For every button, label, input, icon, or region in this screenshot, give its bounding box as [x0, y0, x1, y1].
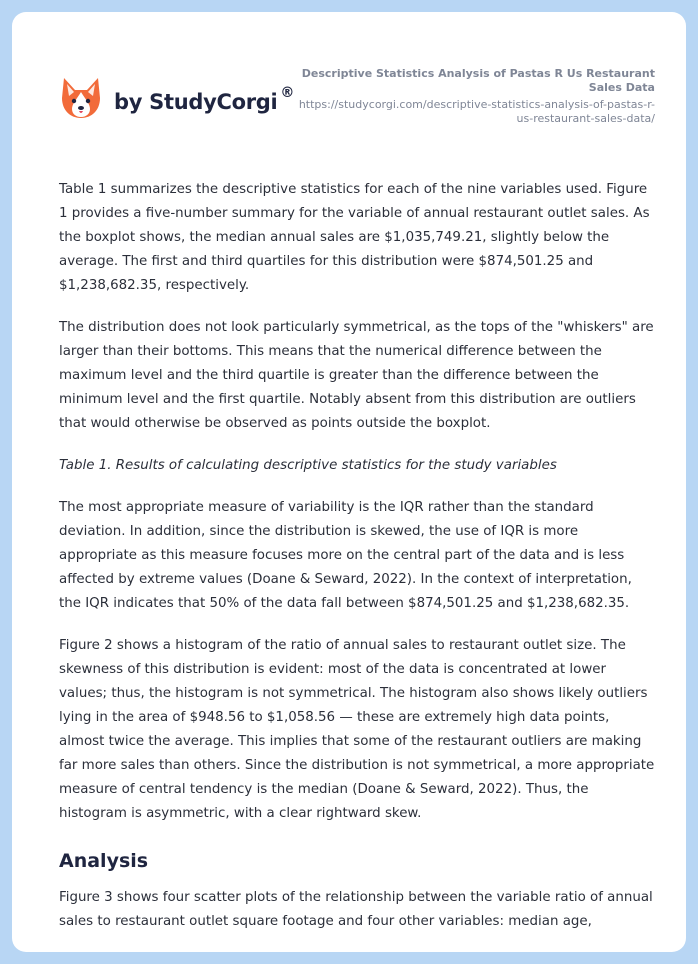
- document-url[interactable]: https://studycorgi.com/descriptive-statistics-analysis-of-pastas-r-us-restaurant-sales-data/: [298, 98, 655, 125]
- brand-name: by StudyCorgi ®: [114, 84, 295, 114]
- corgi-logo-icon: [60, 76, 102, 120]
- document-meta: [295, 67, 655, 126]
- document-card: [12, 12, 686, 952]
- article-body: [59, 178, 657, 952]
- section-heading-analysis: Analysis: [59, 850, 149, 872]
- paragraph-5: Figure 3 shows four scatter plots of the relationship between the variable ratio of annual sales to restaurant outlet square footage and four other variables: median age,: [59, 890, 653, 929]
- page-header: [12, 12, 686, 162]
- paragraph-2: The distribution does not look particularly symmetrical, as the tops of the "whiskers" are larger than their bottoms. This means that the numerical difference between the maximum level and the third quartile is greater than the difference between the minimum level and the first quartile. Notably absent from this distribution are outliers that would otherwise be observed as points outside the boxplot.: [59, 320, 654, 431]
- paragraph-1: Table 1 summarizes the descriptive statistics for each of the nine variables used. Figure 1 provides a five-number summary for the variable of annual restaurant outlet sales. As the boxplot shows, the median annual sales are $1,035,749.21, slightly below the average. The first and third quartiles for this distribution were $874,501.25 and $1,238,682.35, respectively.: [59, 182, 650, 293]
- paragraph-3: The most appropriate measure of variability is the IQR rather than the standard deviation. In addition, since the distribution is skewed, the use of IQR is more appropriate as this measure focuses more on the central part of the data and is less affected by extreme values (Doane & Seward, 2022). In the context of interpretation, the IQR indicates that 50% of the data fall between $874,501.25 and $1,238,682.35.: [59, 500, 632, 611]
- studycorgi-logo[interactable]: [60, 76, 294, 120]
- paragraph-4: Figure 2 shows a histogram of the ratio of annual sales to restaurant outlet size. The skewness of this distribution is evident: most of the data is concentrated at lower values; thus, the histogram is not symmetrical. The histogram also shows likely outliers lying in the area of $948.56 to $1,058.56 — these are extremely high data points, almost twice the average. This implies that some of the restaurant outliers are making far more sales than others. Since the distribution is not symmetrical, a more appropriate measure of central tendency is the median (Doane & Seward, 2022). Thus, the histogram is asymmetric, with a clear rightward skew.: [59, 638, 655, 821]
- document-title: Descriptive Statistics Analysis of Pastas R Us Restaurant Sales Data: [301, 67, 655, 94]
- table-caption: Table 1. Results of calculating descriptive statistics for the study variables: [59, 458, 557, 473]
